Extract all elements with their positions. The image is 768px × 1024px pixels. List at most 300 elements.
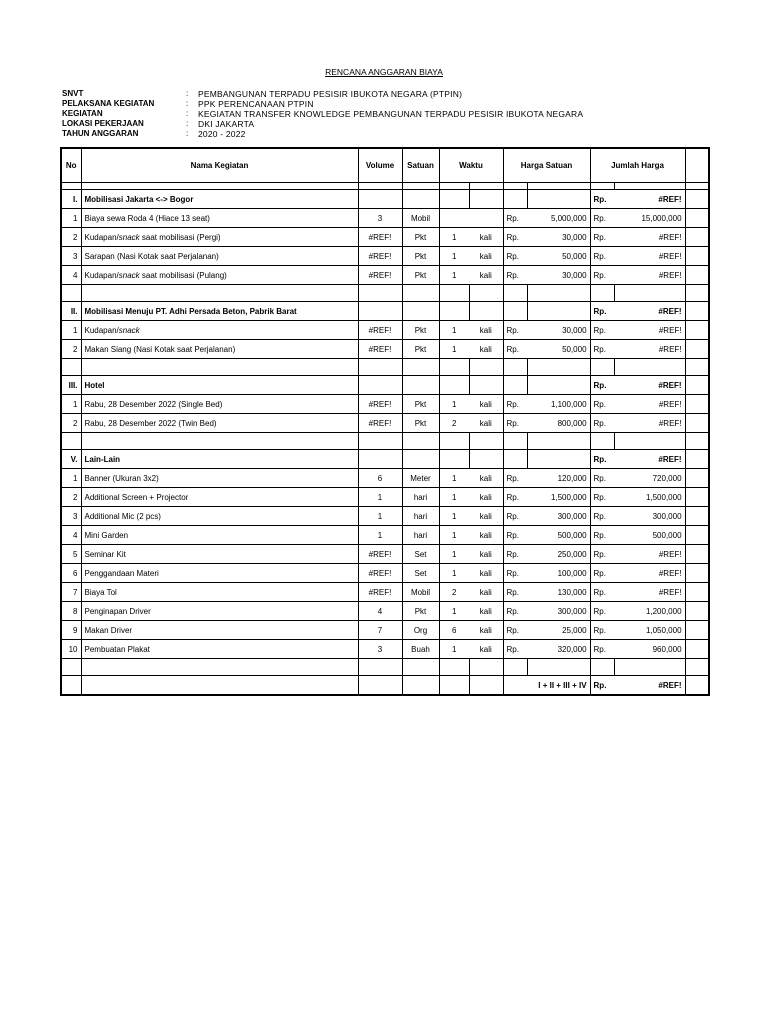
table-header-row xyxy=(61,148,709,183)
item-jumlah-harga: #REF! xyxy=(614,228,685,247)
item-harga-satuan: 500,000 xyxy=(527,526,590,545)
item-waktu-unit: kali xyxy=(469,395,503,414)
empty-cell xyxy=(469,450,503,469)
currency-label: Rp. xyxy=(503,266,527,285)
item-jumlah-harga: #REF! xyxy=(614,266,685,285)
meta-value: 2020 - 2022 xyxy=(198,129,246,139)
table-row xyxy=(61,321,709,340)
currency-label: Rp. xyxy=(590,564,614,583)
table-row xyxy=(61,621,709,640)
meta-label: PELAKSANA KEGIATAN xyxy=(62,99,155,108)
item-harga-satuan: 300,000 xyxy=(527,507,590,526)
currency-label: Rp. xyxy=(503,340,527,359)
document-title: RENCANA ANGGARAN BIAYA xyxy=(325,67,443,77)
item-waktu: 1 xyxy=(439,564,469,583)
header-satuan: Satuan xyxy=(402,148,439,183)
item-volume: #REF! xyxy=(358,340,402,359)
meta-row-pelaksana xyxy=(62,99,583,109)
item-waktu-unit: kali xyxy=(469,602,503,621)
header-waktu: Waktu xyxy=(439,148,503,183)
item-no: 2 xyxy=(61,414,81,433)
item-no: 2 xyxy=(61,340,81,359)
item-volume: 1 xyxy=(358,488,402,507)
item-jumlah-harga: 500,000 xyxy=(614,526,685,545)
table-body xyxy=(61,183,709,696)
item-no: 6 xyxy=(61,564,81,583)
empty-cell xyxy=(469,190,503,209)
item-waktu: 1 xyxy=(439,488,469,507)
item-harga-satuan: 800,000 xyxy=(527,414,590,433)
empty-cell xyxy=(590,183,614,190)
meta-colon: : xyxy=(186,99,189,108)
item-waktu-unit: kali xyxy=(469,228,503,247)
empty-cell xyxy=(439,450,469,469)
table-row xyxy=(61,640,709,659)
item-no: 8 xyxy=(61,602,81,621)
currency-label: Rp. xyxy=(590,302,614,321)
currency-label: Rp. xyxy=(590,507,614,526)
empty-cell xyxy=(685,450,709,469)
empty-cell xyxy=(685,209,709,228)
section-numeral: I. xyxy=(61,190,81,209)
empty-cell xyxy=(61,285,81,302)
item-no: 9 xyxy=(61,621,81,640)
item-harga-satuan: 250,000 xyxy=(527,545,590,564)
item-no: 1 xyxy=(61,321,81,340)
empty-cell xyxy=(402,302,439,321)
empty-cell xyxy=(685,228,709,247)
item-no: 1 xyxy=(61,395,81,414)
item-satuan: hari xyxy=(402,488,439,507)
empty-cell xyxy=(358,285,402,302)
empty-cell xyxy=(358,659,402,676)
item-harga-satuan: 320,000 xyxy=(527,640,590,659)
table-row xyxy=(61,507,709,526)
empty-cell xyxy=(402,676,439,696)
empty-cell xyxy=(614,433,685,450)
item-waktu-unit: kali xyxy=(469,545,503,564)
item-satuan: Pkt xyxy=(402,602,439,621)
empty-cell xyxy=(685,602,709,621)
empty-cell xyxy=(614,183,685,190)
section-name: Mobilisasi Menuju PT. Adhi Persada Beton, Pabrik Barat xyxy=(81,302,358,321)
empty-cell xyxy=(685,433,709,450)
item-harga-satuan: 1,100,000 xyxy=(527,395,590,414)
empty-cell xyxy=(358,450,402,469)
currency-label: Rp. xyxy=(590,545,614,564)
currency-label: Rp. xyxy=(503,469,527,488)
meta-colon: : xyxy=(186,89,189,98)
item-jumlah-harga: 1,050,000 xyxy=(614,621,685,640)
currency-label: Rp. xyxy=(590,488,614,507)
empty-cell xyxy=(81,433,358,450)
currency-label: Rp. xyxy=(503,564,527,583)
empty-cell xyxy=(439,190,469,209)
currency-label: Rp. xyxy=(590,190,614,209)
empty-cell xyxy=(685,488,709,507)
item-waktu: 1 xyxy=(439,247,469,266)
header-jumlah-harga: Jumlah Harga xyxy=(590,148,685,183)
item-harga-satuan: 5,000,000 xyxy=(527,209,590,228)
item-jumlah-harga: 960,000 xyxy=(614,640,685,659)
empty-cell xyxy=(469,285,503,302)
empty-cell xyxy=(469,659,503,676)
header-nama-kegiatan: Nama Kegiatan xyxy=(81,148,358,183)
item-name: Additional Screen + Projector xyxy=(81,488,358,507)
meta-row-tahun xyxy=(62,129,583,139)
currency-label: Rp. xyxy=(503,321,527,340)
currency-label: Rp. xyxy=(590,247,614,266)
item-satuan: Pkt xyxy=(402,340,439,359)
item-waktu-unit: kali xyxy=(469,621,503,640)
empty-cell xyxy=(469,302,503,321)
empty-row xyxy=(61,659,709,676)
section-name: Hotel xyxy=(81,376,358,395)
item-waktu: 2 xyxy=(439,414,469,433)
section-total: #REF! xyxy=(614,450,685,469)
item-no: 2 xyxy=(61,228,81,247)
item-satuan: hari xyxy=(402,507,439,526)
section-header-row xyxy=(61,450,709,469)
section-header-row xyxy=(61,376,709,395)
empty-cell xyxy=(685,640,709,659)
currency-label: Rp. xyxy=(590,395,614,414)
empty-cell xyxy=(61,183,81,190)
item-volume: #REF! xyxy=(358,228,402,247)
item-name: Kudapan/snack saat mobilisasi (Pulang) xyxy=(81,266,358,285)
header-harga-satuan: Harga Satuan xyxy=(503,148,590,183)
empty-cell xyxy=(61,659,81,676)
currency-label: Rp. xyxy=(503,228,527,247)
empty-cell xyxy=(439,659,469,676)
empty-cell xyxy=(685,285,709,302)
currency-label: Rp. xyxy=(590,266,614,285)
grand-total-row xyxy=(61,676,709,696)
item-satuan: Buah xyxy=(402,640,439,659)
item-harga-satuan: 1,500,000 xyxy=(527,488,590,507)
item-no: 2 xyxy=(61,488,81,507)
empty-cell xyxy=(614,659,685,676)
item-satuan: Set xyxy=(402,545,439,564)
currency-label: Rp. xyxy=(503,621,527,640)
empty-cell xyxy=(590,433,614,450)
table-row xyxy=(61,583,709,602)
empty-cell xyxy=(81,659,358,676)
item-harga-satuan: 30,000 xyxy=(527,266,590,285)
empty-row xyxy=(61,285,709,302)
empty-cell xyxy=(685,676,709,696)
empty-row xyxy=(61,433,709,450)
empty-cell xyxy=(358,183,402,190)
item-harga-satuan: 50,000 xyxy=(527,340,590,359)
empty-row xyxy=(61,359,709,376)
table-row xyxy=(61,488,709,507)
currency-label: Rp. xyxy=(590,602,614,621)
currency-label: Rp. xyxy=(590,583,614,602)
empty-cell xyxy=(685,247,709,266)
table-row xyxy=(61,247,709,266)
header-no: No xyxy=(61,148,81,183)
item-jumlah-harga: #REF! xyxy=(614,564,685,583)
currency-label: Rp. xyxy=(590,376,614,395)
currency-label: Rp. xyxy=(590,676,614,696)
section-header-row xyxy=(61,302,709,321)
empty-cell xyxy=(503,433,527,450)
item-satuan: Set xyxy=(402,564,439,583)
item-no: 5 xyxy=(61,545,81,564)
empty-cell xyxy=(469,433,503,450)
table-row xyxy=(61,266,709,285)
currency-label: Rp. xyxy=(590,469,614,488)
empty-cell xyxy=(81,285,358,302)
empty-cell xyxy=(590,285,614,302)
empty-cell xyxy=(685,321,709,340)
item-no: 4 xyxy=(61,266,81,285)
item-harga-satuan: 120,000 xyxy=(527,469,590,488)
item-waktu: 1 xyxy=(439,469,469,488)
item-harga-satuan: 30,000 xyxy=(527,228,590,247)
item-jumlah-harga: 15,000,000 xyxy=(614,209,685,228)
currency-label: Rp. xyxy=(503,395,527,414)
spacer-row xyxy=(61,183,709,190)
item-waktu-unit: kali xyxy=(469,583,503,602)
currency-label: Rp. xyxy=(503,545,527,564)
section-total: #REF! xyxy=(614,302,685,321)
table-row xyxy=(61,414,709,433)
item-waktu-unit: kali xyxy=(469,526,503,545)
empty-cell xyxy=(685,621,709,640)
item-waktu-unit: kali xyxy=(469,414,503,433)
currency-label: Rp. xyxy=(590,340,614,359)
item-no: 3 xyxy=(61,507,81,526)
currency-label: Rp. xyxy=(590,321,614,340)
item-satuan: Pkt xyxy=(402,321,439,340)
empty-cell xyxy=(358,190,402,209)
empty-cell xyxy=(469,359,503,376)
empty-cell xyxy=(527,659,590,676)
empty-cell xyxy=(685,359,709,376)
empty-cell xyxy=(402,285,439,302)
currency-label: Rp. xyxy=(503,640,527,659)
item-name: Rabu, 28 Desember 2022 (Twin Bed) xyxy=(81,414,358,433)
item-no: 3 xyxy=(61,247,81,266)
section-name: Mobilisasi Jakarta <-> Bogor xyxy=(81,190,358,209)
item-waktu: 1 xyxy=(439,395,469,414)
empty-cell xyxy=(439,285,469,302)
item-name: Biaya sewa Roda 4 (Hiace 13 seat) xyxy=(81,209,358,228)
item-waktu-unit: kali xyxy=(469,321,503,340)
item-waktu: 1 xyxy=(439,545,469,564)
item-volume: 1 xyxy=(358,507,402,526)
item-waktu-unit: kali xyxy=(469,266,503,285)
meta-colon: : xyxy=(186,119,189,128)
item-jumlah-harga: #REF! xyxy=(614,321,685,340)
item-harga-satuan: 25,000 xyxy=(527,621,590,640)
empty-cell xyxy=(503,450,527,469)
empty-cell xyxy=(685,583,709,602)
empty-cell xyxy=(439,359,469,376)
item-name: Penginapan Driver xyxy=(81,602,358,621)
item-satuan: Mobil xyxy=(402,209,439,228)
meta-label: KEGIATAN xyxy=(62,109,103,118)
empty-cell xyxy=(61,359,81,376)
document-meta xyxy=(62,89,583,139)
meta-row-lokasi xyxy=(62,119,583,129)
item-volume: 4 xyxy=(358,602,402,621)
item-name: Mini Garden xyxy=(81,526,358,545)
item-waktu-unit: kali xyxy=(469,340,503,359)
empty-cell xyxy=(527,183,590,190)
empty-cell xyxy=(527,359,590,376)
empty-cell xyxy=(685,659,709,676)
empty-cell xyxy=(439,302,469,321)
empty-cell xyxy=(685,564,709,583)
item-jumlah-harga: #REF! xyxy=(614,247,685,266)
empty-cell xyxy=(685,469,709,488)
empty-cell xyxy=(590,659,614,676)
meta-colon: : xyxy=(186,129,189,138)
item-volume: 6 xyxy=(358,469,402,488)
meta-value: DKI JAKARTA xyxy=(198,119,255,129)
empty-cell xyxy=(527,190,590,209)
item-waktu: 1 xyxy=(439,321,469,340)
empty-cell xyxy=(503,659,527,676)
table-row xyxy=(61,469,709,488)
empty-cell xyxy=(439,183,469,190)
currency-label: Rp. xyxy=(590,526,614,545)
item-name: Sarapan (Nasi Kotak saat Perjalanan) xyxy=(81,247,358,266)
item-no: 7 xyxy=(61,583,81,602)
item-volume: #REF! xyxy=(358,395,402,414)
table-row xyxy=(61,602,709,621)
item-waktu-unit: kali xyxy=(469,507,503,526)
empty-cell xyxy=(527,433,590,450)
empty-cell xyxy=(469,183,503,190)
item-waktu-unit: kali xyxy=(469,488,503,507)
item-no: 1 xyxy=(61,209,81,228)
item-volume: 1 xyxy=(358,526,402,545)
section-numeral: II. xyxy=(61,302,81,321)
item-waktu-unit: kali xyxy=(469,247,503,266)
item-satuan: Pkt xyxy=(402,228,439,247)
empty-cell xyxy=(469,676,503,696)
empty-cell xyxy=(402,433,439,450)
empty-cell xyxy=(527,302,590,321)
currency-label: Rp. xyxy=(503,602,527,621)
empty-cell xyxy=(61,676,81,696)
grand-total-label: I + II + III + IV xyxy=(503,676,590,696)
item-harga-satuan: 100,000 xyxy=(527,564,590,583)
item-volume: #REF! xyxy=(358,414,402,433)
empty-cell xyxy=(402,190,439,209)
item-volume: #REF! xyxy=(358,321,402,340)
section-name: Lain-Lain xyxy=(81,450,358,469)
meta-label: TAHUN ANGGARAN xyxy=(62,129,139,138)
item-waktu-unit: kali xyxy=(469,640,503,659)
meta-row-snvt xyxy=(62,89,583,99)
empty-cell xyxy=(527,285,590,302)
table-row xyxy=(61,340,709,359)
currency-label: Rp. xyxy=(590,640,614,659)
currency-label: Rp. xyxy=(590,228,614,247)
item-waktu: 1 xyxy=(439,507,469,526)
header-extra xyxy=(685,148,709,183)
empty-cell xyxy=(685,395,709,414)
empty-cell xyxy=(439,433,469,450)
empty-cell xyxy=(358,376,402,395)
meta-label: SNVT xyxy=(62,89,84,98)
item-name: Additional Mic (2 pcs) xyxy=(81,507,358,526)
item-volume: #REF! xyxy=(358,247,402,266)
item-name: Penggandaan Materi xyxy=(81,564,358,583)
currency-label: Rp. xyxy=(590,450,614,469)
item-jumlah-harga: #REF! xyxy=(614,414,685,433)
empty-cell xyxy=(402,450,439,469)
section-total: #REF! xyxy=(614,376,685,395)
item-jumlah-harga: #REF! xyxy=(614,395,685,414)
empty-cell xyxy=(81,183,358,190)
empty-cell xyxy=(402,359,439,376)
item-name: Biaya Tol xyxy=(81,583,358,602)
empty-cell xyxy=(402,659,439,676)
meta-row-kegiatan xyxy=(62,109,583,119)
empty-cell xyxy=(439,676,469,696)
empty-cell xyxy=(503,359,527,376)
empty-cell xyxy=(685,526,709,545)
empty-cell xyxy=(685,545,709,564)
table-row xyxy=(61,545,709,564)
item-satuan: Pkt xyxy=(402,395,439,414)
empty-cell xyxy=(685,183,709,190)
item-jumlah-harga: 300,000 xyxy=(614,507,685,526)
empty-cell xyxy=(402,183,439,190)
empty-cell xyxy=(439,376,469,395)
item-name: Banner (Ukuran 3x2) xyxy=(81,469,358,488)
empty-cell xyxy=(685,340,709,359)
item-name: Kudapan/snack xyxy=(81,321,358,340)
meta-value: PEMBANGUNAN TERPADU PESISIR IBUKOTA NEGARA (PTPIN) xyxy=(198,89,463,99)
empty-cell xyxy=(503,285,527,302)
section-header-row xyxy=(61,190,709,209)
currency-label: Rp. xyxy=(503,488,527,507)
item-satuan: Meter xyxy=(402,469,439,488)
item-volume: 3 xyxy=(358,640,402,659)
item-jumlah-harga: 1,500,000 xyxy=(614,488,685,507)
item-waktu: 2 xyxy=(439,583,469,602)
empty-cell xyxy=(685,302,709,321)
item-name: Seminar Kit xyxy=(81,545,358,564)
empty-cell xyxy=(527,450,590,469)
item-waktu: 1 xyxy=(439,228,469,247)
currency-label: Rp. xyxy=(503,583,527,602)
empty-cell xyxy=(685,266,709,285)
empty-cell xyxy=(685,507,709,526)
item-name: Pembuatan Plakat xyxy=(81,640,358,659)
item-name: Rabu, 28 Desember 2022 (Single Bed) xyxy=(81,395,358,414)
item-satuan: Pkt xyxy=(402,266,439,285)
item-satuan: Pkt xyxy=(402,247,439,266)
item-satuan: Mobil xyxy=(402,583,439,602)
empty-cell xyxy=(614,359,685,376)
item-waktu-unit: kali xyxy=(469,469,503,488)
item-satuan: Org xyxy=(402,621,439,640)
item-waktu: 1 xyxy=(439,640,469,659)
item-waktu xyxy=(439,209,469,228)
item-waktu: 1 xyxy=(439,526,469,545)
item-volume: #REF! xyxy=(358,545,402,564)
meta-label: LOKASI PEKERJAAN xyxy=(62,119,144,128)
item-no: 4 xyxy=(61,526,81,545)
